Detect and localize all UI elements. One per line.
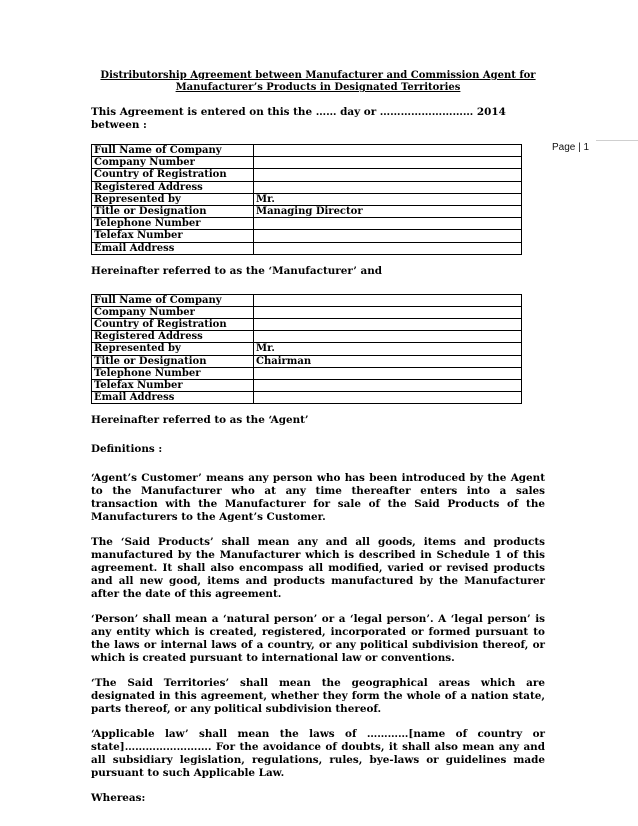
table-row: [92, 294, 522, 306]
field-value: [254, 169, 522, 181]
field-value: Mr.: [254, 193, 522, 205]
table-row: [92, 306, 522, 318]
table-row: [92, 242, 522, 254]
agent-reference: Hereinafter referred to as the ‘Agent’: [91, 414, 309, 427]
field-label: Company Number: [92, 157, 254, 169]
page-label-rule: [596, 140, 638, 141]
field-label: Registered Address: [92, 331, 254, 343]
field-label: Country of Registration: [92, 169, 254, 181]
field-value: Mr.: [254, 343, 522, 355]
definition-agents-customer: ‘Agent’s Customer’ means any person who has been introduced by the Agent to the Manufacturer who at any time thereafter enters into a sales transaction with the Manufacturer for sale of the Said Products of the Manufacturers to the Agent’s Customer.: [91, 472, 545, 524]
manufacturer-reference: Hereinafter referred to as the ‘Manufacturer’ and: [91, 264, 383, 277]
field-label: Email Address: [92, 242, 254, 254]
field-value: Managing Director: [254, 205, 522, 217]
definition-applicable-law: ‘Applicable law’ shall mean the laws of …………[name of country or state]……………………. For the avoidance of doubts, it shall also mean any and all subsidiary legislation, regulations, rules, bye-laws or guidelines made pursuant to such Applicable Law.: [91, 728, 545, 780]
definition-said-products: The ‘Said Products’ shall mean any and all goods, items and products manufactured by the Manufacturer which is described in Schedule 1 of this agreement. It shall also encompass all modified, varied or revised products and all new good, items and products manufactured by the Manufacturer after the date of this agreement.: [91, 536, 545, 601]
agent-table: [91, 294, 522, 405]
definitions-heading: Definitions :: [91, 443, 163, 456]
table-row: [92, 205, 522, 217]
document-title: [91, 70, 545, 94]
field-value: [254, 367, 522, 379]
field-label: Represented by: [92, 343, 254, 355]
table-row: [92, 157, 522, 169]
field-label: Title or Designation: [92, 205, 254, 217]
field-value: [254, 294, 522, 306]
definition-person: ‘Person’ shall mean a ‘natural person’ or a ‘legal person’. A ‘legal person’ is any entity which is created, registered, incorporated or formed pursuant to the laws or internal laws of a country, or any political subdivision thereof, or which is created pursuant to international law or conventions.: [91, 613, 545, 665]
table-row: [92, 193, 522, 205]
field-value: [254, 181, 522, 193]
field-label: Country of Registration: [92, 319, 254, 331]
table-row: [92, 218, 522, 230]
definition-said-territories: ‘The Said Territories’ shall mean the geographical areas which are designated in this agreement, whether they form the whole of a nation state, parts thereof, or any political subdivision thereof.: [91, 677, 545, 716]
field-label: Telephone Number: [92, 367, 254, 379]
whereas-heading: Whereas:: [91, 792, 146, 805]
table-row: [92, 145, 522, 157]
table-row: [92, 169, 522, 181]
field-value: [254, 331, 522, 343]
field-value: [254, 392, 522, 404]
field-value: [254, 306, 522, 318]
table-row: [92, 367, 522, 379]
table-row: [92, 380, 522, 392]
field-value: [254, 242, 522, 254]
table-row: [92, 392, 522, 404]
field-label: Telefax Number: [92, 380, 254, 392]
field-label: Email Address: [92, 392, 254, 404]
field-value: [254, 145, 522, 157]
manufacturer-table: [91, 144, 522, 255]
field-label: Telefax Number: [92, 230, 254, 242]
field-value: [254, 319, 522, 331]
intro-line: This Agreement is entered on this the …… day or ……………………… 2014 between :: [91, 106, 506, 131]
field-label: Full Name of Company: [92, 294, 254, 306]
field-value: [254, 380, 522, 392]
field-label: Telephone Number: [92, 218, 254, 230]
field-value: [254, 218, 522, 230]
field-label: Full Name of Company: [92, 145, 254, 157]
field-label: Represented by: [92, 193, 254, 205]
table-row: [92, 355, 522, 367]
field-value: [254, 157, 522, 169]
field-label: Company Number: [92, 306, 254, 318]
table-row: [92, 319, 522, 331]
field-value: [254, 230, 522, 242]
table-row: [92, 343, 522, 355]
table-row: [92, 331, 522, 343]
page-number-label: Page | 1: [552, 142, 590, 153]
document-body: [91, 70, 545, 805]
field-label: Registered Address: [92, 181, 254, 193]
table-row: [92, 230, 522, 242]
field-label: Title or Designation: [92, 355, 254, 367]
field-value: Chairman: [254, 355, 522, 367]
table-row: [92, 181, 522, 193]
title-line-2: Manufacturer’s Products in Designated Territories: [175, 82, 461, 93]
title-line-1: Distributorship Agreement between Manufacturer and Commission Agent for: [100, 70, 536, 81]
